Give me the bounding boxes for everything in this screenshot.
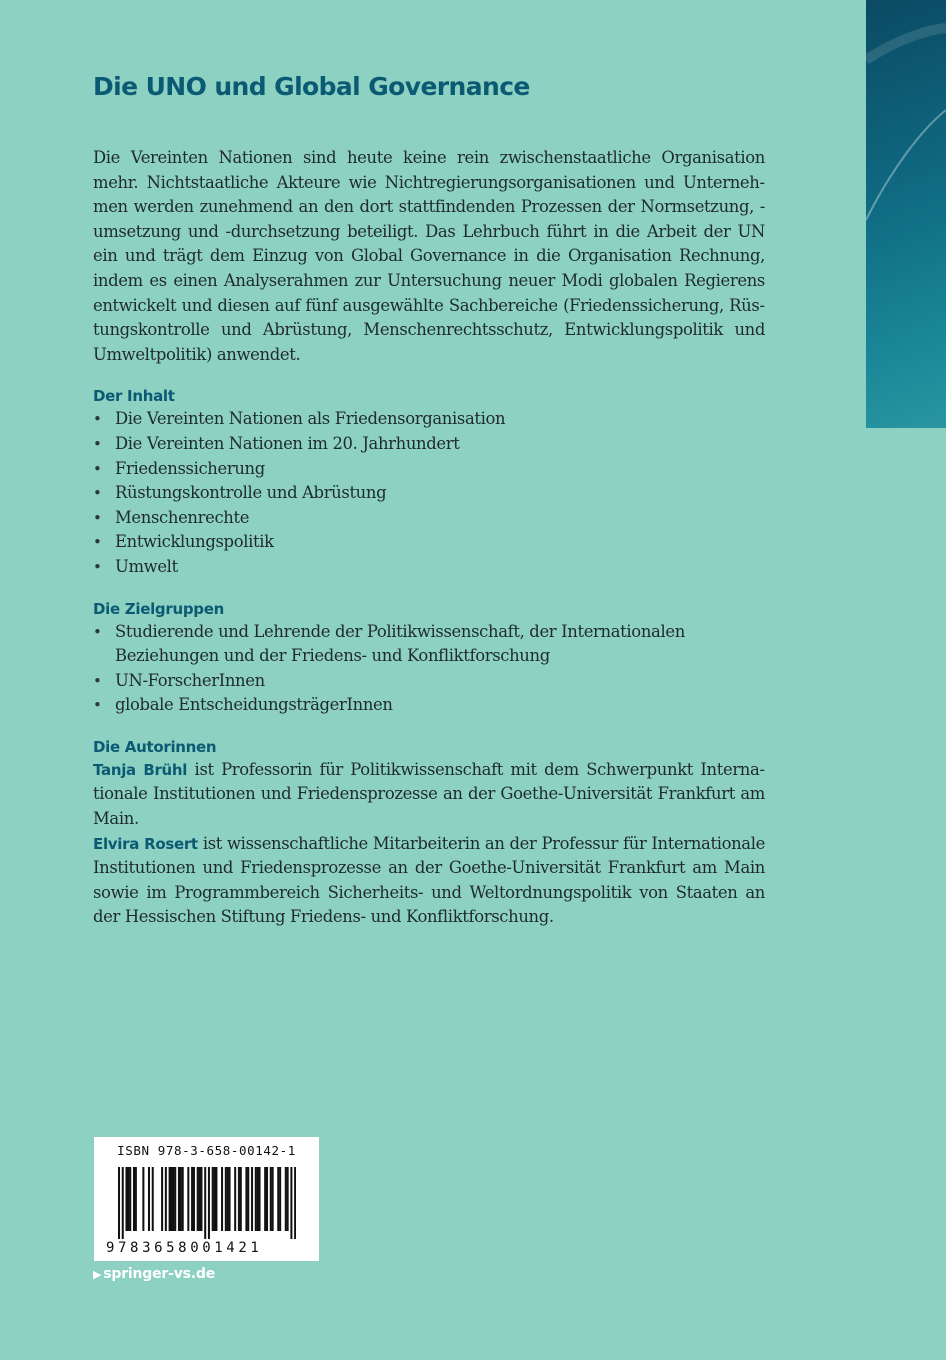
barcode-bar [255,1167,257,1231]
ean-digits: 9783658001421 [106,1240,263,1256]
bullet-icon: • [93,484,102,503]
barcode-bar [204,1167,206,1239]
barcode-bar [174,1167,176,1231]
barcode-bar [257,1167,259,1231]
barcode-bar [245,1167,247,1231]
list-item: • Rüstungskontrolle und Abrüstung [93,481,765,506]
publisher-url: springer-vs.de [103,1266,216,1282]
authors-heading: Die Autorinnen [93,737,217,756]
arrow-right-icon: ▶ [93,1268,102,1281]
barcode-bar [180,1167,182,1231]
barcode-bar [251,1167,253,1231]
barcode-bar [234,1167,236,1231]
list-item: • Die Vereinten Nationen als Friedensorganisation [93,407,765,432]
barcode-bar [169,1167,171,1231]
cover-accent-bar [866,0,946,428]
contents-list [93,407,765,579]
barcode-bar [199,1167,201,1231]
author-bio-bruehl [93,758,765,832]
back-cover-text [93,146,765,930]
barcode-bar [247,1167,249,1231]
barcode-bar [127,1167,129,1231]
audience-heading: Die Zielgruppen [93,599,224,618]
barcode-bar [287,1167,289,1231]
bullet-icon: • [93,671,102,690]
bullet-icon: • [93,508,102,527]
bullet-icon: • [93,434,102,453]
barcode-bar [172,1167,174,1231]
author-name: Tanja Brühl [93,760,188,779]
barcode-bar [279,1167,281,1231]
barcode-bar [129,1167,131,1231]
barcode-bar [227,1167,229,1231]
list-item: • Umwelt [93,555,765,580]
list-item: • UN-ForscherInnen [93,669,765,694]
list-item: • Die Vereinten Nationen im 20. Jahrhundert [93,432,765,457]
barcode-bar [225,1167,227,1231]
accent-bar-swoosh-graphic [866,0,946,428]
bullet-icon: • [93,459,102,478]
list-item: • Menschenrechte [93,506,765,531]
barcode-bar [191,1167,193,1231]
bullet-icon: • [93,557,102,576]
barcode-bar [221,1167,223,1231]
bullet-icon: • [93,622,102,641]
list-item: • Studierende und Lehrende der Politikwissenschaft, der Internationalen Beziehungen und der Friedens- und Konfliktforschung [93,621,685,666]
contents-heading: Der Inhalt [93,387,175,406]
author-bio-text: ist wissenschaftliche Mitarbeiterin an der Professur für Internationale Institutionen und Friedensprozesse an der Goethe-Universität Frankfurt am Main sowie im Programmbereich Sicherheits- und Weltordnungspolitik von Staaten an der Hessischen Stiftung Friedens- und Konfliktforschung. [93,833,765,927]
barcode-bar [197,1167,199,1231]
barcode-bar [212,1167,214,1231]
barcode-bar [229,1167,231,1231]
barcode-bar [193,1167,195,1231]
barcode-bar [133,1167,135,1231]
author-name: Elvira Rosert [93,834,198,853]
barcode-bar [272,1167,274,1231]
barcode-bar [259,1167,261,1231]
barcode-bar [294,1167,296,1239]
list-item: • globale EntscheidungsträgerInnen [93,693,765,718]
list-item: • Friedenssicherung [93,457,765,482]
barcode-bar [285,1167,287,1231]
barcode-bar [238,1167,240,1231]
bullet-icon: • [93,533,102,552]
barcode-bar [264,1167,266,1231]
barcode-bar [266,1167,268,1231]
barcode-bar [125,1167,127,1231]
barcode-bar [182,1167,184,1231]
barcode-bar [142,1167,144,1231]
book-title: Die UNO und Global Governance [93,72,530,101]
intro-paragraph: Die Vereinten Nationen sind heute keine rein zwischenstaatliche Organisation mehr. Nichtstaatliche Akteure wie Nichtregierungsorganisationen und Unternehmen werden zunehmend an den dort stattfindenden Prozessen der Normsetzung, -umsetzung und -durchsetzung beteiligt. Das Lehrbuch führt in die Arbeit der UN ein und trägt dem Einzug von Global Governance in die Organisation Rechnung, indem es einen Analyserahmen zur Untersuchung neuer Modi globalen Regierens entwickelt und diesen auf fünf ausgewählte Sachbereiche (Friedenssicherung, Rüstungskontrolle und Abrüstung, Menschenrechtsschutz, Entwicklungspolitik und Umweltpolitik) anwendet. [93,148,765,364]
list-item: • Entwicklungspolitik [93,530,765,555]
barcode-bar [215,1167,217,1231]
barcode-bar [161,1167,163,1231]
barcode-bar [170,1167,172,1231]
barcode-bar [200,1167,202,1231]
barcode-bar [290,1167,292,1239]
audience-list [93,620,765,718]
barcode-bar [152,1167,154,1231]
barcode-bar [165,1167,167,1231]
barcode-bar [118,1167,120,1239]
barcode-bar [214,1167,216,1231]
barcode-bar [277,1167,279,1231]
barcode-bar [240,1167,242,1231]
barcode-bar [187,1167,189,1231]
barcode-bar [208,1167,210,1239]
author-bio-text: ist Professorin für Politikwissenschaft mit dem Schwerpunkt Internationale Institutionen und Friedensprozesse an der Goethe-Universität Frankfurt am Main. [93,759,765,829]
barcode-bar [135,1167,137,1231]
bullet-icon: • [93,410,102,429]
bullet-icon: • [93,696,102,715]
isbn-label: ISBN 978-3-658-00142-1 [117,1143,296,1158]
barcode-bars [118,1167,296,1239]
barcode-bar [178,1167,180,1231]
author-bio-rosert [93,832,765,930]
isbn-barcode [94,1137,319,1261]
publisher-link[interactable] [93,1266,215,1282]
barcode-bar [270,1167,272,1231]
barcode-bar [122,1167,124,1239]
barcode-bar [148,1167,150,1231]
